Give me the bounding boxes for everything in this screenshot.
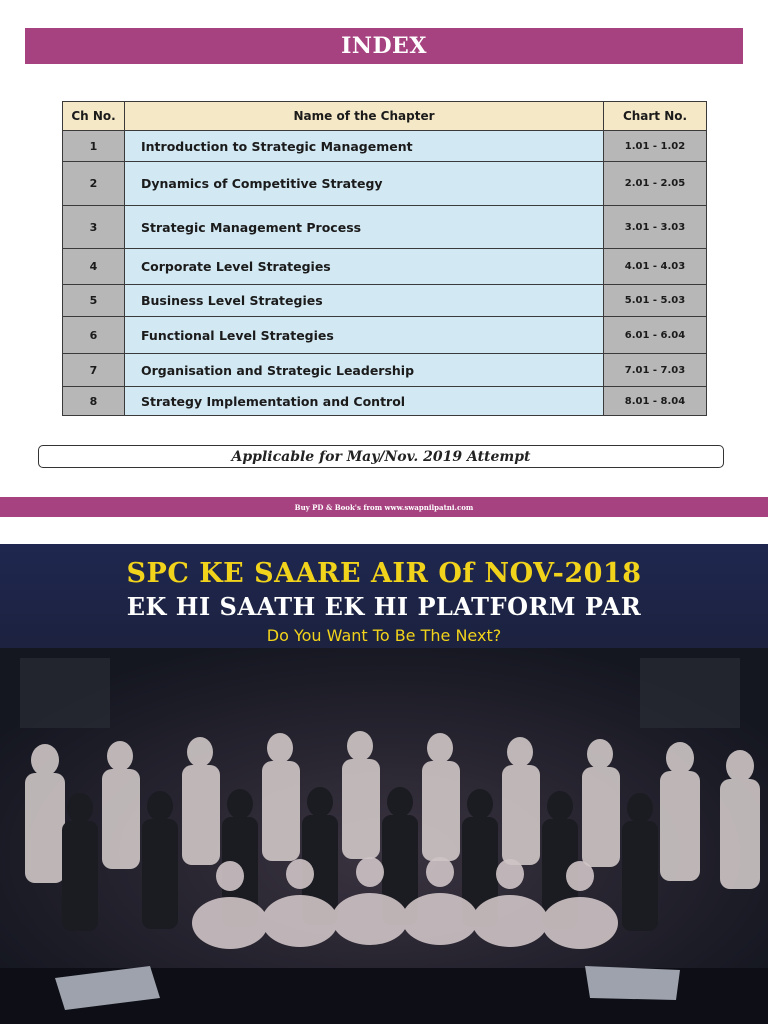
table-row — [63, 131, 707, 162]
promo-tagline: Do You Want To Be The Next? — [266, 626, 502, 645]
buy-link-text: Buy PD & Book's from www.swapnilpatni.com — [294, 502, 474, 512]
chapter-name-cell: Dynamics of Competitive Strategy — [125, 162, 604, 206]
chart-no-cell: 7.01 - 7.03 — [604, 354, 707, 387]
chapter-name-cell: Strategic Management Process — [125, 206, 604, 249]
chapter-name-cell: Strategy Implementation and Control — [125, 387, 604, 416]
promo-subheadline: EK HI SAATH EK HI PLATFORM PAR — [126, 592, 642, 621]
table-row — [63, 206, 707, 249]
table-row — [63, 249, 707, 285]
table-row — [63, 354, 707, 387]
footer-bar — [0, 497, 768, 517]
ch-no-cell: 6 — [63, 317, 125, 354]
chart-no-cell: 5.01 - 5.03 — [604, 285, 707, 317]
col-chapter-name: Name of the Chapter — [125, 102, 604, 131]
chapter-name-cell: Functional Level Strategies — [125, 317, 604, 354]
col-ch-no: Ch No. — [63, 102, 125, 131]
ch-no-cell: 4 — [63, 249, 125, 285]
ch-no-cell: 1 — [63, 131, 125, 162]
promo-banner — [0, 544, 768, 1024]
table-row — [63, 285, 707, 317]
table-row — [63, 387, 707, 416]
group-photo — [0, 648, 768, 1024]
applicable-text: Applicable for May/Nov. 2019 Attempt — [231, 448, 531, 465]
chapter-name-cell: Organisation and Strategic Leadership — [125, 354, 604, 387]
chart-no-cell: 3.01 - 3.03 — [604, 206, 707, 249]
index-title-bar — [25, 28, 743, 64]
chart-no-cell: 4.01 - 4.03 — [604, 249, 707, 285]
ch-no-cell: 5 — [63, 285, 125, 317]
ch-no-cell: 3 — [63, 206, 125, 249]
chart-no-cell: 6.01 - 6.04 — [604, 317, 707, 354]
chart-no-cell: 1.01 - 1.02 — [604, 131, 707, 162]
chapter-index-table — [62, 101, 707, 416]
chapter-name-cell: Business Level Strategies — [125, 285, 604, 317]
chapter-name-cell: Introduction to Strategic Management — [125, 131, 604, 162]
index-title: INDEX — [341, 33, 427, 59]
chapter-name-cell: Corporate Level Strategies — [125, 249, 604, 285]
ch-no-cell: 7 — [63, 354, 125, 387]
table-header-row — [63, 102, 707, 131]
ch-no-cell: 8 — [63, 387, 125, 416]
applicable-attempt-box — [38, 445, 724, 468]
chart-no-cell: 8.01 - 8.04 — [604, 387, 707, 416]
ch-no-cell: 2 — [63, 162, 125, 206]
chart-no-cell: 2.01 - 2.05 — [604, 162, 707, 206]
table-row — [63, 317, 707, 354]
table-row — [63, 162, 707, 206]
col-chart-no: Chart No. — [604, 102, 707, 131]
promo-headline: SPC KE SAARE AIR Of NOV-2018 — [126, 558, 642, 589]
